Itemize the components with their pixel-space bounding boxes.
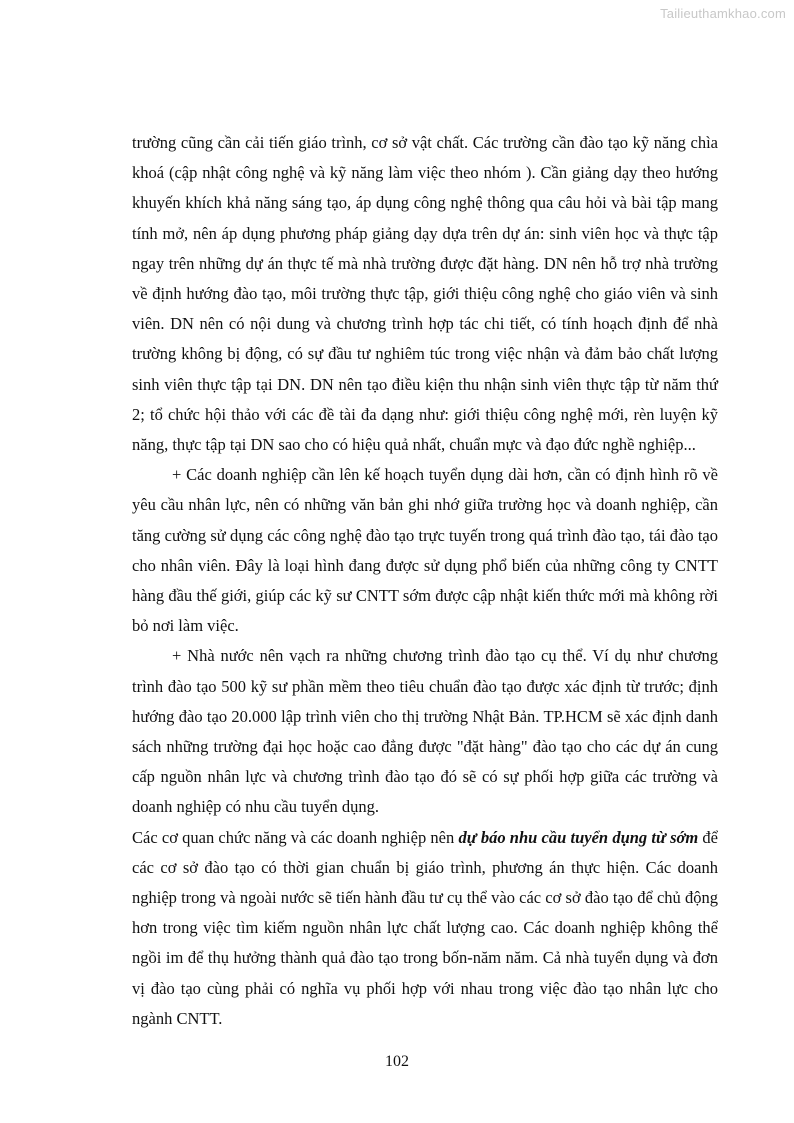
watermark: Tailieuthamkhao.com — [660, 6, 786, 21]
forecast-text-end: để các cơ sở đào tạo có thời gian chuẩn bị giáo trình, phương án thực hiện. Các doanh nghiệp trong và ngoài nước sẽ tiến hành đầu tư cụ thể vào các cơ sở đào tạo để chủ động hơn trong việc tìm kiếm nguồn nhân lực chất lượng cao. Các doanh nghiệp không thể ngồi im để thụ hưởng thành quả đào tạo trong bốn-năm năm. Cả nhà tuyển dụng và đơn vị đào tạo cùng phải có nghĩa vụ phối hợp với nhau trong việc đào tạo nhân lực cho ngành CNTT. — [132, 827, 718, 1028]
paragraph-enterprise-recruitment: + Các doanh nghiệp cần lên kế hoạch tuyển dụng dài hơn, cần có định hình rõ về yêu cầu nhân lực, nên có những văn bản ghi nhớ giữa trường học và doanh nghiệp, cần tăng cường sử dụng các công nghệ đào tạo trực tuyến trong quá trình đào tạo, tái đào tạo cho nhân viên. Đây là loại hình đang được sử dụng phổ biến của những công ty CNTT hàng đầu thế giới, giúp các kỹ sư CNTT sớm được cập nhật kiến thức mới mà không rời bỏ nơi làm việc. — [132, 465, 718, 636]
forecast-emphasis: dự báo nhu cầu tuyển dụng từ sớm — [458, 827, 699, 847]
paragraph-state-programs: + Nhà nước nên vạch ra những chương trình đào tạo cụ thể. Ví dụ như chương trình đào tạo 500 kỹ sư phần mềm theo tiêu chuẩn đào tạo được xác định từ trước; định hướng đào tạo 20.000 lập trình viên cho thị trường Nhật Bản. TP.HCM sẽ xác định danh sách những trường đại học hoặc cao đẳng được "đặt hàng" đào tạo cho các dự án cung cấp nguồn nhân lực và chương trình đào tạo đó sẽ có sự phối hợp giữa các trường và doanh nghiệp có nhu cầu tuyển dụng. — [132, 646, 718, 817]
paragraph-forecast-demand — [132, 823, 718, 1034]
page-number: 102 — [385, 1053, 409, 1070]
paragraph-training-improvement: trường cũng cần cải tiến giáo trình, cơ sở vật chất. Các trường cần đào tạo kỹ năng chìa khoá (cập nhật công nghệ và kỹ năng làm việc theo nhóm ). Cần giảng dạy theo hướng khuyến khích khả năng sáng tạo, áp dụng công nghệ thông qua câu hỏi và bài tập mang tính mở, nên áp dụng phương pháp giảng dạy dựa trên dự án: sinh viên học và thực tập ngay trên những dự án thực tế mà nhà trường được đặt hàng. DN nên hỗ trợ nhà trường về định hướng đào tạo, môi trường thực tập, giới thiệu công nghệ cho giáo viên và sinh viên. DN nên có nội dung và chương trình hợp tác chi tiết, có tính hoạch định để nhà trường không bị động, có sự đầu tư nghiêm túc trong việc nhận và đảm bảo chất lượng sinh viên thực tập tại DN. DN nên tạo điều kiện thu nhận sinh viên thực tập từ năm thứ 2; tổ chức hội thảo với các đề tài đa dạng như: giới thiệu công nghệ mới, rèn luyện kỹ năng, thực tập tại DN sao cho có hiệu quả nhất, chuẩn mực và đạo đức nghề nghiệp... — [132, 133, 718, 455]
forecast-text-start: Các cơ quan chức năng và các doanh nghiệp nên — [132, 827, 459, 847]
document-body — [132, 128, 718, 1034]
